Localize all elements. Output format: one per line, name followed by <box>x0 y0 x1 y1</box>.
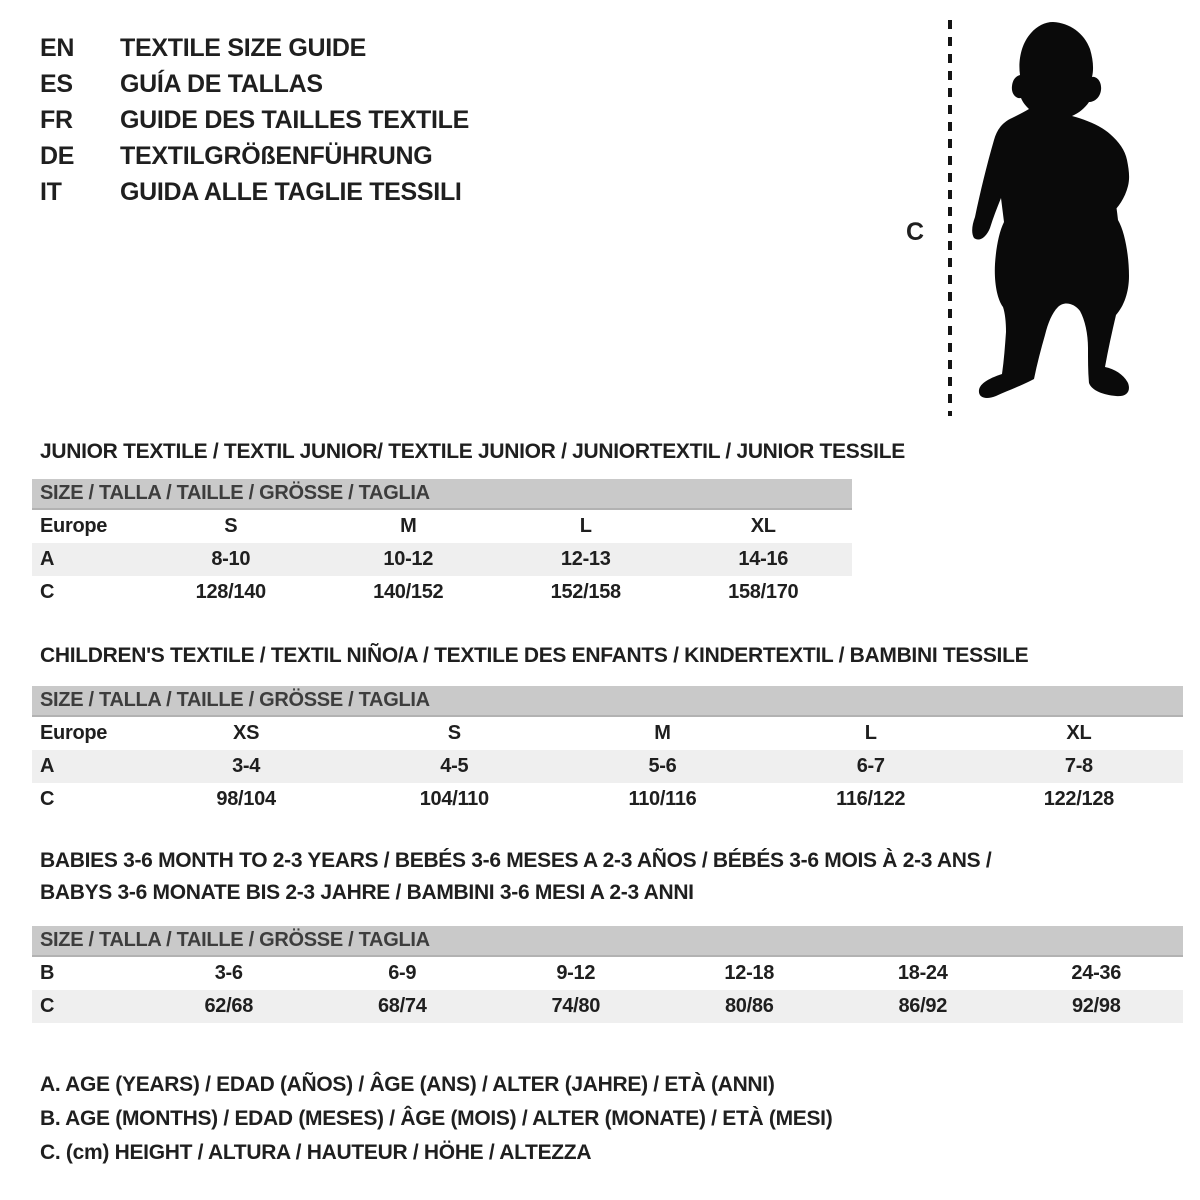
size-table-junior <box>32 479 852 609</box>
language-row <box>40 66 469 102</box>
section-title-children <box>40 640 1028 672</box>
table-row <box>32 990 1183 1023</box>
legend-line-a: A. AGE (YEARS) / EDAD (AÑOS) / ÂGE (ANS) / ALTER (JAHRE) / ETÀ (ANNI) <box>40 1073 775 1096</box>
language-code: DE <box>40 141 75 170</box>
size-value-cell: 3-4 <box>232 755 261 777</box>
section-title-line: CHILDREN'S TEXTILE / TEXTIL NIÑO/A / TEXTILE DES ENFANTS / KINDERTEXTIL / BAMBINI TESSILE <box>40 644 1029 667</box>
size-value-cell: 6-9 <box>388 962 417 984</box>
row-label: A <box>40 755 55 777</box>
size-value-cell: XS <box>233 722 260 744</box>
size-value-cell: 6-7 <box>856 755 885 777</box>
size-value-cell: L <box>579 515 592 537</box>
row-label: C <box>40 995 55 1017</box>
size-value-cell: 14-16 <box>738 548 789 570</box>
height-measure-label: C <box>906 218 925 246</box>
size-value-cell: 74/80 <box>551 995 601 1017</box>
guide-title: GUÍA DE TALLAS <box>120 69 323 98</box>
section-title-line: BABIES 3-6 MONTH TO 2-3 YEARS / BEBÉS 3-6 MESES A 2-3 AÑOS / BÉBÉS 3-6 MOIS À 2-3 ANS / <box>40 849 992 872</box>
size-value-cell: M <box>400 515 417 537</box>
size-value-cell: 116/122 <box>836 788 906 810</box>
row-label: Europe <box>40 722 108 744</box>
size-value-cell: 7-8 <box>1064 755 1093 777</box>
size-value-cell: 10-12 <box>383 548 434 570</box>
guide-title: GUIDE DES TAILLES TEXTILE <box>120 105 470 134</box>
table-row <box>32 750 1183 783</box>
size-value-cell: XL <box>1066 722 1092 744</box>
size-value-cell: 98/104 <box>216 788 276 810</box>
row-label: C <box>40 788 55 810</box>
legend-line-b: B. AGE (MONTHS) / EDAD (MESES) / ÂGE (MOIS) / ALTER (MONATE) / ETÀ (MESI) <box>40 1107 833 1130</box>
legend-line-c: C. (cm) HEIGHT / ALTURA / HAUTEUR / HÖHE / ALTEZZA <box>40 1141 592 1164</box>
size-value-cell: 18-24 <box>897 962 948 984</box>
row-label: C <box>40 581 55 603</box>
size-value-cell: 8-10 <box>211 548 251 570</box>
language-code: EN <box>40 33 75 62</box>
size-value-cell: S <box>224 515 238 537</box>
toddler-silhouette-icon <box>963 16 1135 416</box>
size-header-bar: SIZE / TALLA / TAILLE / GRÖSSE / TAGLIA <box>32 479 852 510</box>
section-title-line: JUNIOR TEXTILE / TEXTIL JUNIOR/ TEXTILE JUNIOR / JUNIORTEXTIL / JUNIOR TESSILE <box>40 440 905 463</box>
size-value-cell: S <box>447 722 461 744</box>
size-value-cell: 68/74 <box>377 995 427 1017</box>
guide-title: GUIDA ALLE TAGLIE TESSILI <box>120 177 462 206</box>
size-value-cell: 24-36 <box>1071 962 1122 984</box>
size-value-cell: 152/158 <box>550 581 621 603</box>
table-row <box>32 576 852 609</box>
size-value-cell: XL <box>750 515 776 537</box>
size-value-cell: 86/92 <box>898 995 948 1017</box>
table-row <box>32 543 852 576</box>
size-value-cell: 140/152 <box>373 581 444 603</box>
section-title-line: BABYS 3-6 MONATE BIS 2-3 JAHRE / BAMBINI 3-6 MESI A 2-3 ANNI <box>40 881 694 904</box>
row-label: B <box>40 962 55 984</box>
table-row <box>32 717 1183 750</box>
size-header-bar: SIZE / TALLA / TAILLE / GRÖSSE / TAGLIA <box>32 926 1183 957</box>
language-row <box>40 138 469 174</box>
size-value-cell: 92/98 <box>1071 995 1121 1017</box>
size-value-cell: 62/68 <box>204 995 254 1017</box>
section-title-junior <box>40 436 905 468</box>
size-value-cell: 4-5 <box>440 755 469 777</box>
size-table-babies <box>32 926 1183 1023</box>
size-value-cell: 122/128 <box>1043 788 1114 810</box>
language-code: FR <box>40 105 73 134</box>
size-value-cell: 80/86 <box>724 995 774 1017</box>
size-header-bar: SIZE / TALLA / TAILLE / GRÖSSE / TAGLIA <box>32 686 1183 717</box>
size-value-cell: L <box>864 722 877 744</box>
row-label: A <box>40 548 55 570</box>
size-value-cell: 128/140 <box>195 581 266 603</box>
legend-block <box>40 1068 832 1170</box>
size-value-cell: 12-13 <box>560 548 611 570</box>
row-label: Europe <box>40 515 108 537</box>
size-value-cell: 158/170 <box>728 581 799 603</box>
size-value-cell: 5-6 <box>648 755 677 777</box>
size-table-children <box>32 686 1183 816</box>
size-value-cell: 110/116 <box>628 788 697 810</box>
size-value-cell: 12-18 <box>724 962 775 984</box>
language-row <box>40 174 469 210</box>
language-code: IT <box>40 177 62 206</box>
language-row <box>40 102 469 138</box>
size-value-cell: M <box>654 722 671 744</box>
size-value-cell: 3-6 <box>214 962 243 984</box>
section-title-babies <box>40 845 991 909</box>
language-row <box>40 30 469 66</box>
size-value-cell: 104/110 <box>419 788 489 810</box>
table-row <box>32 783 1183 816</box>
guide-title: TEXTILGRÖßENFÜHRUNG <box>120 141 433 170</box>
size-value-cell: 9-12 <box>556 962 596 984</box>
language-title-block <box>40 30 469 210</box>
language-code: ES <box>40 69 73 98</box>
height-measure-dashed-line <box>948 20 952 416</box>
guide-title: TEXTILE SIZE GUIDE <box>120 33 367 62</box>
table-row <box>32 510 852 543</box>
table-row <box>32 957 1183 990</box>
